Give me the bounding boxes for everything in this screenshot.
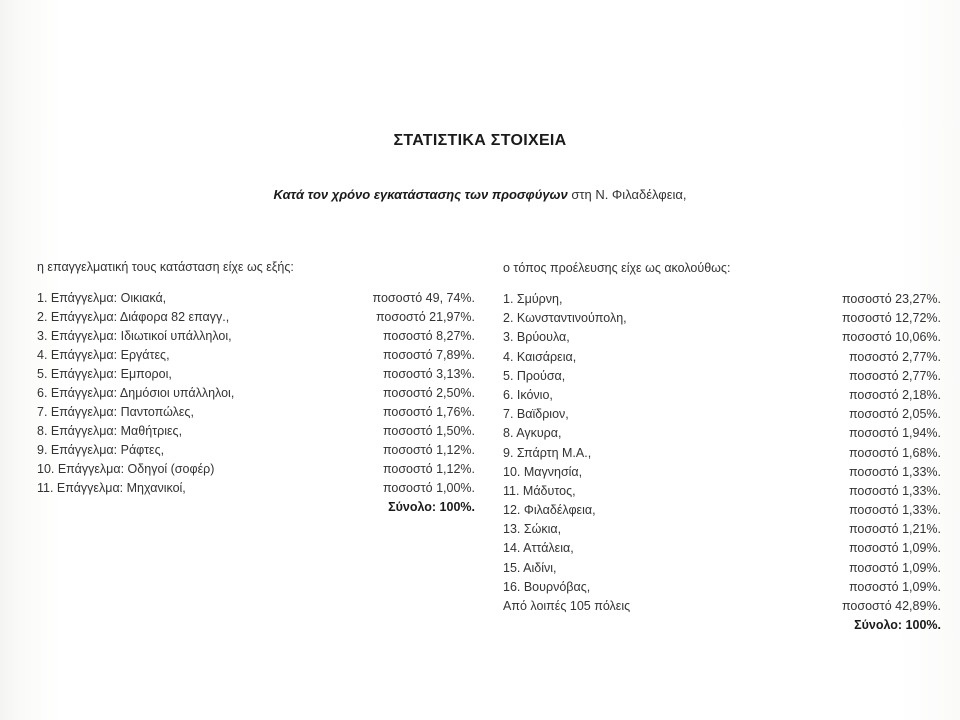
item-label: 16. Βουρνόβας, bbox=[503, 579, 591, 594]
list-item bbox=[503, 444, 941, 463]
item-label: 4. Καισάρεια, bbox=[503, 349, 577, 364]
item-percentage: ποσοστό 1,94%. bbox=[848, 426, 941, 441]
list-item bbox=[503, 463, 941, 482]
item-percentage: ποσοστό 42,89%. bbox=[841, 599, 941, 613]
list-item bbox=[503, 290, 941, 309]
item-label: 3. Βρύουλα, bbox=[503, 330, 570, 345]
item-percentage: ποσοστό 1,33%. bbox=[848, 483, 941, 498]
item-percentage: ποσοστό 1,09%. bbox=[848, 579, 941, 594]
item-label: 13. Σώκια, bbox=[503, 522, 562, 537]
item-label: 4. Επάγγελμα: Εργάτες, bbox=[37, 348, 170, 362]
item-label: 6. Ικόνιο, bbox=[503, 387, 553, 402]
item-label: Από λοιπές 105 πόλεις bbox=[503, 599, 631, 613]
list-item bbox=[503, 328, 941, 347]
list-item bbox=[37, 479, 475, 498]
list-item bbox=[503, 597, 941, 616]
item-percentage: ποσοστό 2,50%. bbox=[382, 386, 475, 400]
item-label: 9. Σπάρτη Μ.Α., bbox=[503, 445, 592, 460]
origins-total: Σύνολο: 100%. bbox=[854, 618, 941, 633]
item-label: 10. Επάγγελμα: Οδηγοί (σοφέρ) bbox=[37, 462, 215, 476]
item-label: 10. Μαγνησία, bbox=[503, 464, 583, 479]
item-percentage: ποσοστό 1,68%. bbox=[848, 445, 941, 460]
item-percentage: ποσοστό 1,50%. bbox=[382, 424, 475, 438]
item-percentage: ποσοστό 49, 74%. bbox=[372, 291, 475, 305]
item-percentage: ποσοστό 1,09%. bbox=[848, 541, 941, 556]
item-label: 7. Επάγγελμα: Παντοπώλες, bbox=[37, 405, 194, 419]
list-item bbox=[503, 501, 941, 520]
list-item bbox=[37, 460, 475, 479]
item-label: 3. Επάγγελμα: Ιδιωτικοί υπάλληλοι, bbox=[37, 329, 232, 343]
item-label: 5. Επάγγελμα: Εμποροι, bbox=[37, 367, 172, 381]
item-percentage: ποσοστό 10,06%. bbox=[841, 330, 941, 345]
list-item bbox=[503, 309, 941, 328]
item-percentage: ποσοστό 1,12%. bbox=[382, 443, 475, 457]
item-percentage: ποσοστό 2,77%. bbox=[848, 349, 941, 364]
list-item bbox=[37, 384, 475, 403]
item-percentage: ποσοστό 1,33%. bbox=[848, 464, 941, 479]
item-label: 7. Βαϊδριον, bbox=[503, 407, 569, 422]
item-label: 12. Φιλαδέλφεια, bbox=[503, 503, 596, 518]
list-item bbox=[503, 578, 941, 597]
item-percentage: ποσοστό 8,27%. bbox=[382, 329, 475, 343]
item-percentage: ποσοστό 1,09%. bbox=[848, 560, 941, 575]
occupations-total: Σύνολο: 100%. bbox=[388, 500, 475, 514]
item-percentage: ποσοστό 12,72%. bbox=[841, 311, 941, 326]
item-percentage: ποσοστό 3,13%. bbox=[382, 367, 475, 381]
item-percentage: ποσοστό 1,33%. bbox=[848, 503, 941, 518]
item-percentage: ποσοστό 23,27%. bbox=[841, 292, 941, 306]
list-item bbox=[37, 403, 475, 422]
list-item bbox=[37, 365, 475, 384]
origins-list bbox=[503, 290, 941, 616]
list-item bbox=[503, 539, 941, 558]
occupations-column bbox=[37, 258, 475, 517]
item-label: 1. Σμύρνη, bbox=[503, 292, 563, 306]
list-item bbox=[37, 308, 475, 327]
list-item bbox=[37, 289, 475, 308]
list-item bbox=[37, 346, 475, 365]
list-item bbox=[503, 348, 941, 367]
item-label: 6. Επάγγελμα: Δημόσιοι υπάλληλοι, bbox=[37, 386, 235, 400]
list-item bbox=[37, 441, 475, 460]
list-item bbox=[503, 559, 941, 578]
item-percentage: ποσοστό 2,05%. bbox=[848, 407, 941, 422]
item-label: 8. Αγκυρα, bbox=[503, 426, 562, 441]
page-subtitle bbox=[0, 187, 960, 202]
item-label: 1. Επάγγελμα: Οικιακά, bbox=[37, 291, 167, 305]
occupations-list bbox=[37, 289, 475, 498]
list-item bbox=[37, 422, 475, 441]
origins-heading: ο τόπος προέλευσης είχε ως ακολούθως: bbox=[503, 261, 731, 275]
occupations-heading: η επαγγελματική τους κατάσταση είχε ως εξής: bbox=[37, 260, 294, 274]
item-percentage: ποσοστό 1,00%. bbox=[382, 481, 475, 495]
page-title: ΣΤΑΤΙΣΤΙΚΑ ΣΤΟΙΧΕΙΑ bbox=[393, 132, 567, 149]
item-label: 14. Αττάλεια, bbox=[503, 541, 574, 556]
item-percentage: ποσοστό 1,12%. bbox=[382, 462, 475, 476]
item-percentage: ποσοστό 1,21%. bbox=[848, 522, 941, 537]
list-item bbox=[503, 386, 941, 405]
item-percentage: ποσοστό 1,76%. bbox=[382, 405, 475, 419]
item-percentage: ποσοστό 2,18%. bbox=[848, 387, 941, 402]
item-label: 15. Αιδίνι, bbox=[503, 560, 557, 575]
item-percentage: ποσοστό 21,97%. bbox=[375, 310, 475, 324]
list-item bbox=[37, 327, 475, 346]
origins-column bbox=[503, 259, 941, 635]
list-item bbox=[503, 405, 941, 424]
subtitle-rest: στη Ν. Φιλαδέλφεια, bbox=[567, 187, 687, 202]
item-label: 5. Προύσα, bbox=[503, 368, 566, 383]
list-item bbox=[503, 367, 941, 386]
item-percentage: ποσοστό 2,77%. bbox=[848, 368, 941, 383]
subtitle-emphasis: Κατά τον χρόνο εγκατάστασης των προσφύγων bbox=[273, 187, 568, 202]
item-label: 11. Επάγγελμα: Μηχανικοί, bbox=[37, 481, 186, 495]
item-label: 8. Επάγγελμα: Μαθήτριες, bbox=[37, 424, 183, 438]
item-label: 2. Επάγγελμα: Διάφορα 82 επαγγ., bbox=[37, 310, 230, 324]
item-label: 9. Επάγγελμα: Ράφτες, bbox=[37, 443, 165, 457]
item-percentage: ποσοστό 7,89%. bbox=[382, 348, 475, 362]
item-label: 11. Μάδυτος, bbox=[503, 483, 576, 498]
list-item bbox=[503, 424, 941, 443]
list-item bbox=[503, 520, 941, 539]
item-label: 2. Κωνσταντινούπολη, bbox=[503, 311, 627, 326]
list-item bbox=[503, 482, 941, 501]
